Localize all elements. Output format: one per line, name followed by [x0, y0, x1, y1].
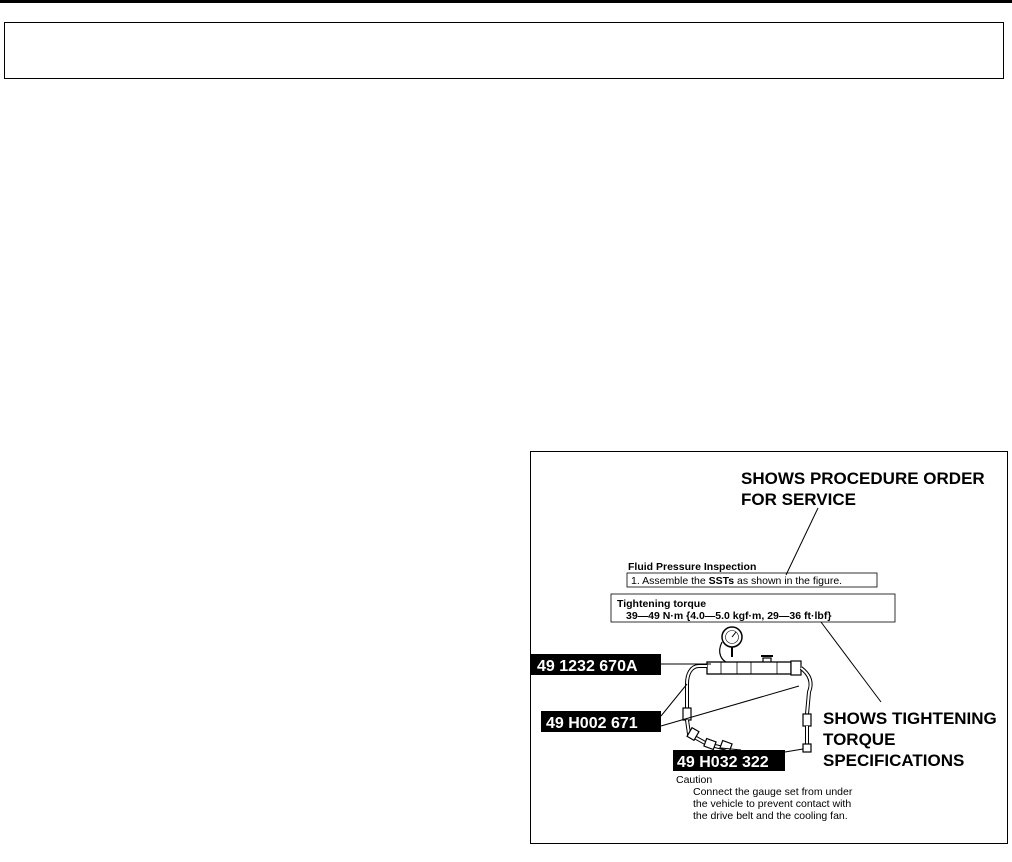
caution-line-2: the vehicle to prevent contact with	[693, 798, 852, 810]
torque-title: Tightening torque	[617, 598, 707, 610]
tool-label-c-leader-2	[785, 749, 803, 752]
procedure-step-suffix: as shown in the figure.	[734, 575, 843, 587]
procedure-leader-line	[786, 508, 818, 575]
tool-label-a	[531, 654, 711, 675]
caution-line-1: Connect the gauge set from under	[693, 786, 853, 798]
tool-label-b-text: 49 H002 671	[546, 715, 638, 732]
figure-canvas	[531, 452, 1009, 845]
procedure-step-bold: SSTs	[708, 575, 735, 587]
gauge-assembly-drawing	[683, 627, 811, 752]
callout-procedure-line-2: FOR SERVICE	[741, 490, 856, 509]
torque-value: 39—49 N·m {4.0—5.0 kgf·m, 29—36 ft·lbf}	[626, 610, 832, 622]
callout-torque-line-2: TORQUE	[823, 730, 896, 749]
callout-torque-line-1: SHOWS TIGHTENING	[823, 709, 997, 728]
tool-label-b	[541, 684, 799, 732]
tool-label-c-text: 49 H032 322	[677, 754, 769, 771]
caution-title: Caution	[676, 774, 713, 786]
procedure-title: Fluid Pressure Inspection	[628, 561, 757, 573]
top-rule	[0, 0, 1012, 3]
callout-procedure-line-1: SHOWS PROCEDURE ORDER	[741, 469, 985, 488]
service-figure	[530, 451, 1008, 844]
procedure-step-prefix: 1. Assemble the	[631, 575, 709, 587]
tool-label-a-text: 49 1232 670A	[537, 658, 638, 675]
torque-leader-line	[821, 622, 881, 702]
tool-label-c	[673, 748, 803, 771]
caution-line-3: the drive belt and the cooling fan.	[693, 810, 848, 822]
header-box	[4, 22, 1004, 79]
callout-torque-line-3: SPECIFICATIONS	[823, 751, 965, 770]
manifold-body	[707, 662, 791, 674]
tool-label-b-leader-2	[661, 686, 799, 726]
procedure-step-text	[631, 575, 842, 587]
